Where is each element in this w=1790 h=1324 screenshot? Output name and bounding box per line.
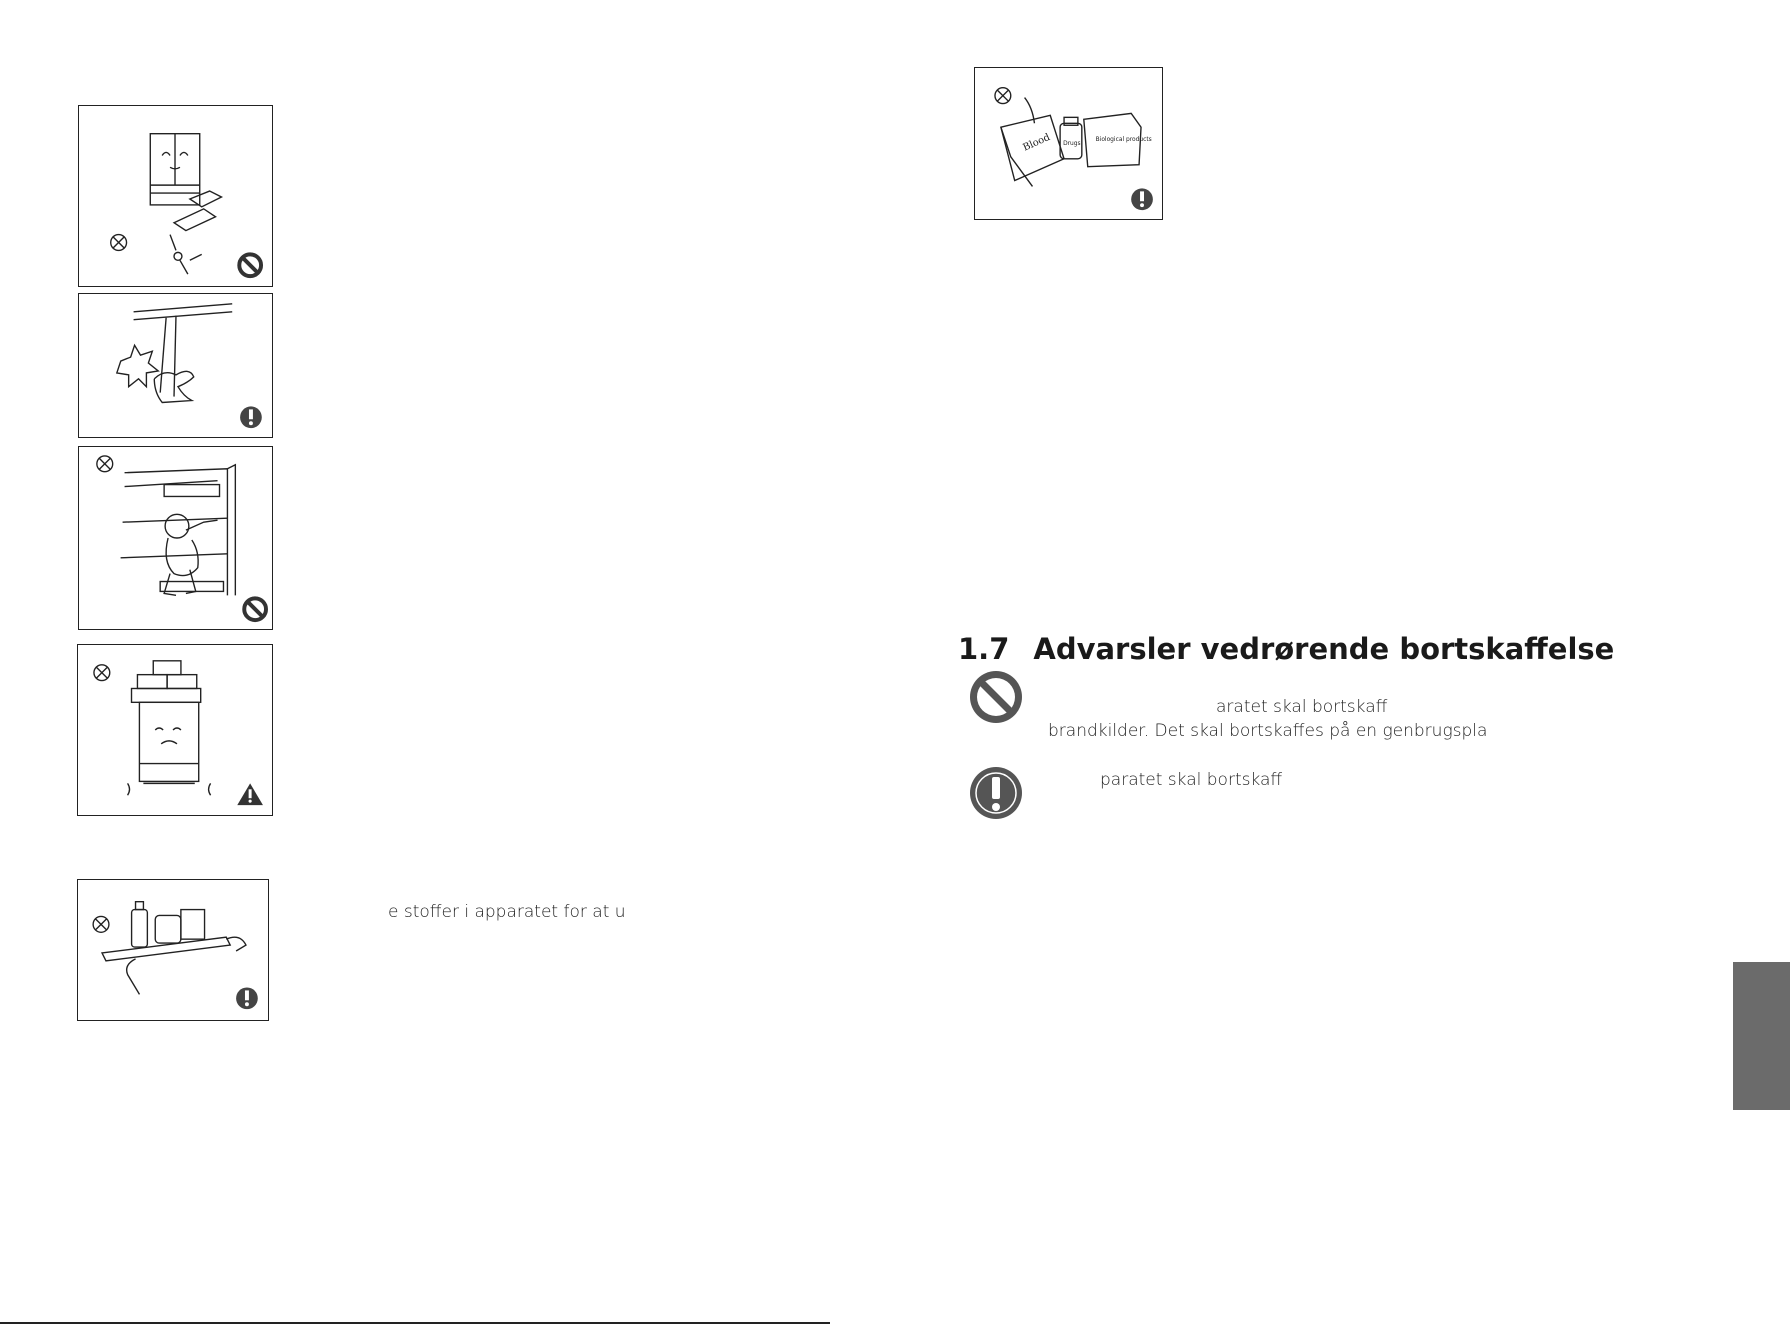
- mandatory-icon: [968, 765, 1024, 821]
- left-text-fragment: e stoffer i apparatet for at u: [388, 902, 626, 922]
- mandatory-icon: [1131, 188, 1153, 210]
- prohibited-icon: [968, 669, 1024, 725]
- svg-text:Biological products: Biological products: [1095, 137, 1152, 144]
- illus-child-climbing: [78, 446, 273, 630]
- section-number: 1.7: [958, 632, 1010, 666]
- prohibit-line-1: aratet skal bortskaff: [1216, 697, 1388, 717]
- illus-blood-drugs-products: [974, 67, 1163, 220]
- prohibited-icon: [239, 254, 261, 276]
- illus-overloaded-top: [77, 644, 273, 816]
- section-heading: [958, 632, 1614, 666]
- illus-door-hand: [78, 293, 273, 438]
- section-side-tab: [1733, 962, 1790, 1110]
- mandatory-line-1: paratet skal bortskaff: [1100, 770, 1283, 790]
- mandatory-icon: [236, 987, 258, 1009]
- illus-fridge-tools: [78, 105, 273, 287]
- section-title: Advarsler vedrørende bortskaffelse: [1033, 632, 1615, 666]
- mandatory-icon: [240, 406, 262, 428]
- prohibited-icon: [244, 598, 266, 620]
- warning-icon: [237, 783, 263, 805]
- svg-text:Drugs: Drugs: [1063, 140, 1081, 147]
- prohibit-line-2: brandkilder. Det skal bortskaffes på en genbrugspla: [1048, 721, 1488, 741]
- svg-text:Blood: Blood: [1021, 131, 1052, 154]
- illus-shelf-chemicals: [77, 879, 269, 1021]
